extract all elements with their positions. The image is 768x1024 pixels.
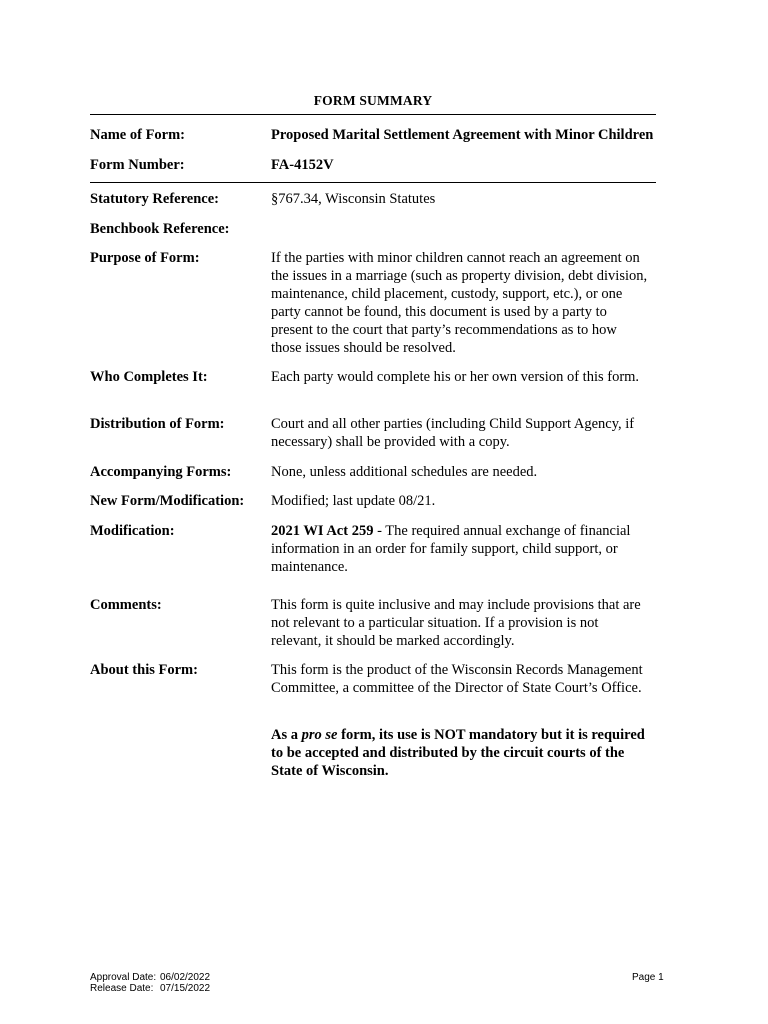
approval-date-label: Approval Date: xyxy=(90,972,157,983)
row-label: New Form/Modification: xyxy=(90,493,245,509)
release-date-value: 07/15/2022 xyxy=(160,983,211,994)
approval-date-line xyxy=(90,972,210,983)
row-label: Distribution of Form: xyxy=(90,416,225,432)
row-label: Accompanying Forms: xyxy=(90,464,232,480)
modification-value xyxy=(271,522,651,576)
footer-dates xyxy=(90,972,210,994)
modification-text: - The required annual exchange of financial information in an order for family support, child support, or maintenance. xyxy=(271,523,631,575)
new-form-modification-value: Modified; last update 08/21. xyxy=(271,493,436,509)
row-label: Benchbook Reference: xyxy=(90,221,230,237)
notice-pro-se: pro se xyxy=(301,727,338,743)
comments-value: This form is quite inclusive and may include provisions that are not relevant to a particular situation. If a provision is not relevant, it should be marked accordingly. xyxy=(271,597,641,649)
row-label: Statutory Reference: xyxy=(90,191,219,207)
row-label: Modification: xyxy=(90,523,175,539)
header-divider xyxy=(90,114,656,115)
row-label: Who Completes It: xyxy=(90,369,208,385)
form-number-value: FA-4152V xyxy=(271,157,334,173)
who-completes-value: Each party would complete his or her own version of this form. xyxy=(271,369,640,385)
section-divider xyxy=(90,182,656,183)
release-date-line xyxy=(90,983,210,994)
about-form-value: This form is the product of the Wisconsin Records Management Committee, a committee of the Director of State Court’s Office. xyxy=(271,662,643,696)
purpose-value: If the parties with minor children cannot reach an agreement on the issues in a marriage (such as property division, debt division, maintenance, child placement, custody, support, etc.), or one party cannot be found, this document is used by a party to present to the court that party’s recommendations as to how those issues should be resolved. xyxy=(271,250,648,356)
row-label: Purpose of Form: xyxy=(90,250,200,266)
statutory-reference-value: §767.34, Wisconsin Statutes xyxy=(271,191,436,207)
row-label: Form Number: xyxy=(90,157,185,173)
page-number: Page 1 xyxy=(632,972,664,983)
release-date-label: Release Date: xyxy=(90,983,154,994)
pro-se-notice xyxy=(271,726,651,780)
row-label: Name of Form: xyxy=(90,127,186,143)
accompanying-forms-value: None, unless additional schedules are needed. xyxy=(271,464,538,480)
act-reference: 2021 WI Act 259 xyxy=(271,523,374,539)
row-label: About this Form: xyxy=(90,662,198,678)
form-name-value: Proposed Marital Settlement Agreement with Minor Children xyxy=(271,127,654,143)
distribution-value: Court and all other parties (including Child Support Agency, if necessary) shall be provided with a copy. xyxy=(271,416,635,450)
page-title: FORM SUMMARY xyxy=(313,93,433,108)
row-label: Comments: xyxy=(90,597,162,613)
approval-date-value: 06/02/2022 xyxy=(160,972,211,983)
notice-suffix: form, its use is NOT mandatory but it is required to be accepted and distributed by the circuit courts of the State of Wisconsin. xyxy=(271,727,645,779)
notice-prefix: As a xyxy=(271,727,302,743)
